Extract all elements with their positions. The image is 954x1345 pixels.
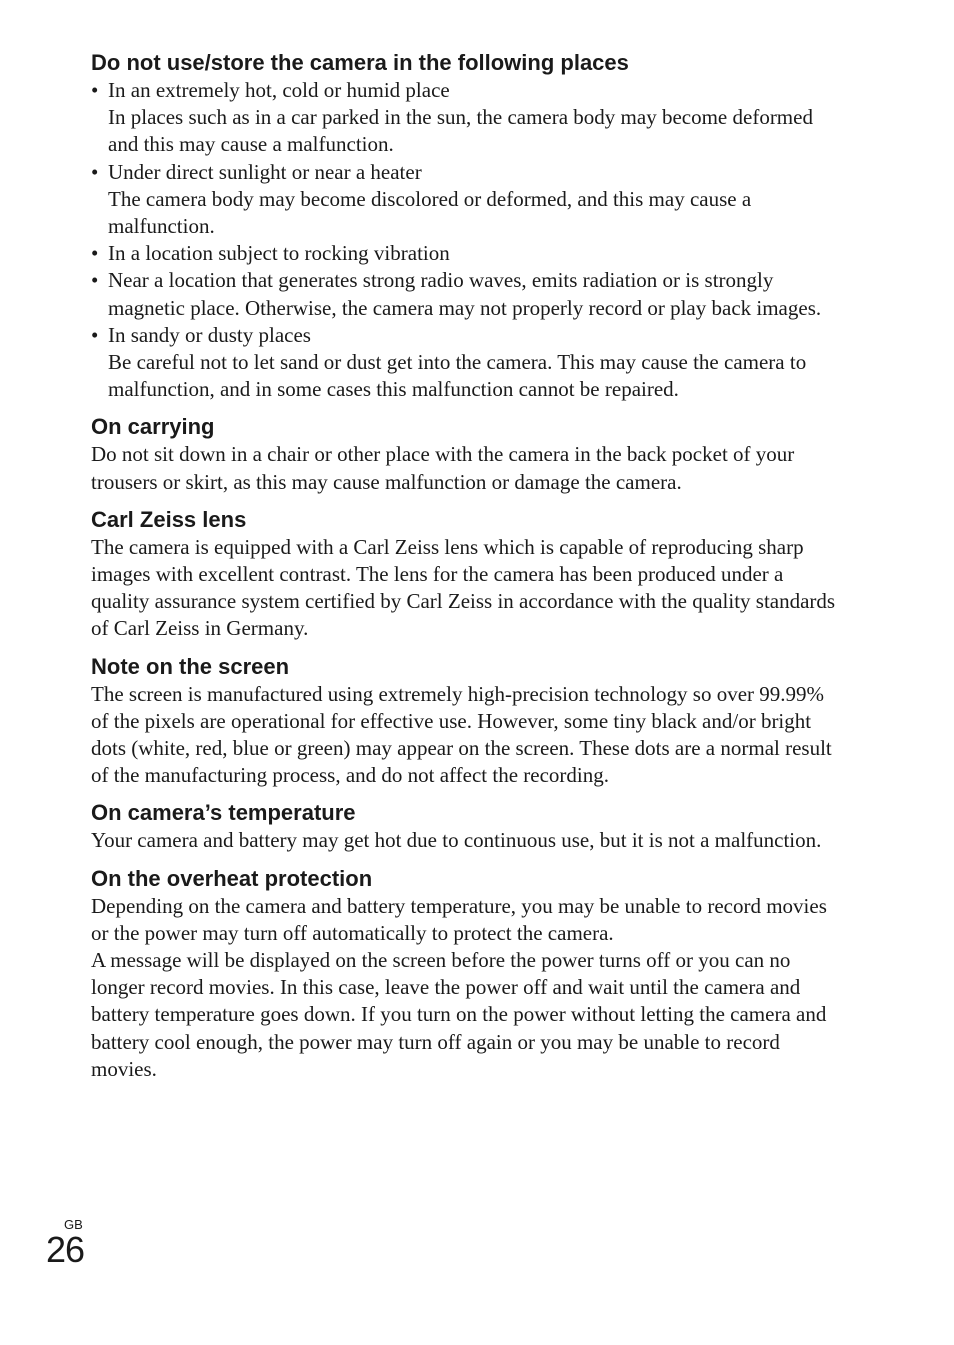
body-paragraph: A message will be displayed on the screen before the power turns off or you can no longer record movies. In this case, leave the power off and wait until the camera and battery temperature goes down. If you turn on the power without letting the camera and battery cool enough, the power may turn off again or you may be unable to record movies.	[91, 948, 827, 1081]
bullet-icon: •	[91, 78, 99, 102]
section-on-carrying	[91, 411, 843, 495]
list-item-title: In a location subject to rocking vibration	[108, 241, 450, 266]
list-item-note: The camera body may become discolored or deformed, and this may cause a malfunction.	[108, 186, 752, 239]
section-heading: Carl Zeiss lens	[91, 506, 247, 532]
section-heading: On carrying	[91, 414, 215, 440]
section-note-on-screen	[91, 651, 843, 790]
bullet-icon: •	[91, 159, 99, 184]
body-paragraph: Your camera and battery may get hot due to continuous use, but it is not a malfunction.	[91, 828, 822, 853]
body-paragraph: Do not sit down in a chair or other place with the camera in the back pocket of your trousers or skirt, as this may cause malfunction or damage the camera.	[91, 442, 795, 494]
list-item-title: In an extremely hot, cold or humid place	[108, 78, 450, 102]
section-heading: On the overheat protection	[91, 865, 373, 891]
body-paragraph: The screen is manufactured using extremely high-precision technology so over 99.99% of the pixels are operational for effective use. However, some tiny black and/or bright dots (white, red, blue or green) may appear on the screen. These dots are a normal result of the manufacturing process, and do not affect the recording.	[91, 681, 832, 788]
body-paragraph: The camera is equipped with a Carl Zeiss lens which is capable of reproducing sharp images with excellent contrast. The lens for the camera has been produced under a quality assurance system certified by Carl Zeiss in accordance with the quality standards of Carl Zeiss in Germany.	[91, 534, 836, 641]
section-camera-temperature	[91, 797, 843, 854]
section-heading: Do not use/store the camera in the following places	[91, 50, 629, 75]
list-item-title: In sandy or dusty places	[108, 322, 311, 347]
page-language-code: GB	[64, 1217, 83, 1232]
list-item-note: In places such as in a car parked in the sun, the camera body may become deformed and this may cause a malfunction.	[108, 105, 813, 157]
list-item-title: Near a location that generates strong radio waves, emits radiation or is strongly magnetic place. Otherwise, the camera may not properly record or play back images.	[108, 268, 822, 320]
list-item-note: Be careful not to let sand or dust get into the camera. This may cause the camera to malfunction, and in some cases this malfunction cannot be repaired.	[108, 350, 807, 402]
bullet-list	[91, 77, 843, 403]
section-heading: Note on the screen	[91, 653, 290, 679]
list-item	[91, 159, 843, 241]
page-content	[91, 47, 843, 1091]
bullet-icon: •	[91, 322, 99, 347]
list-item-title: Under direct sunlight or near a heater	[108, 159, 422, 184]
section-storage-places	[91, 47, 843, 403]
body-paragraph: Depending on the camera and battery temperature, you may be unable to record movies or the power may turn off automatically to protect the camera.	[91, 893, 827, 945]
page-footer	[46, 1218, 84, 1268]
bullet-icon: •	[91, 241, 99, 266]
section-heading: On camera’s temperature	[91, 800, 356, 826]
list-item	[91, 267, 843, 321]
list-item	[91, 322, 843, 404]
list-item	[91, 77, 843, 159]
list-item	[91, 240, 843, 267]
section-carl-zeiss-lens	[91, 504, 843, 643]
bullet-icon: •	[91, 268, 99, 293]
section-overheat-protection	[91, 863, 843, 1083]
page-number: 26	[46, 1229, 85, 1270]
